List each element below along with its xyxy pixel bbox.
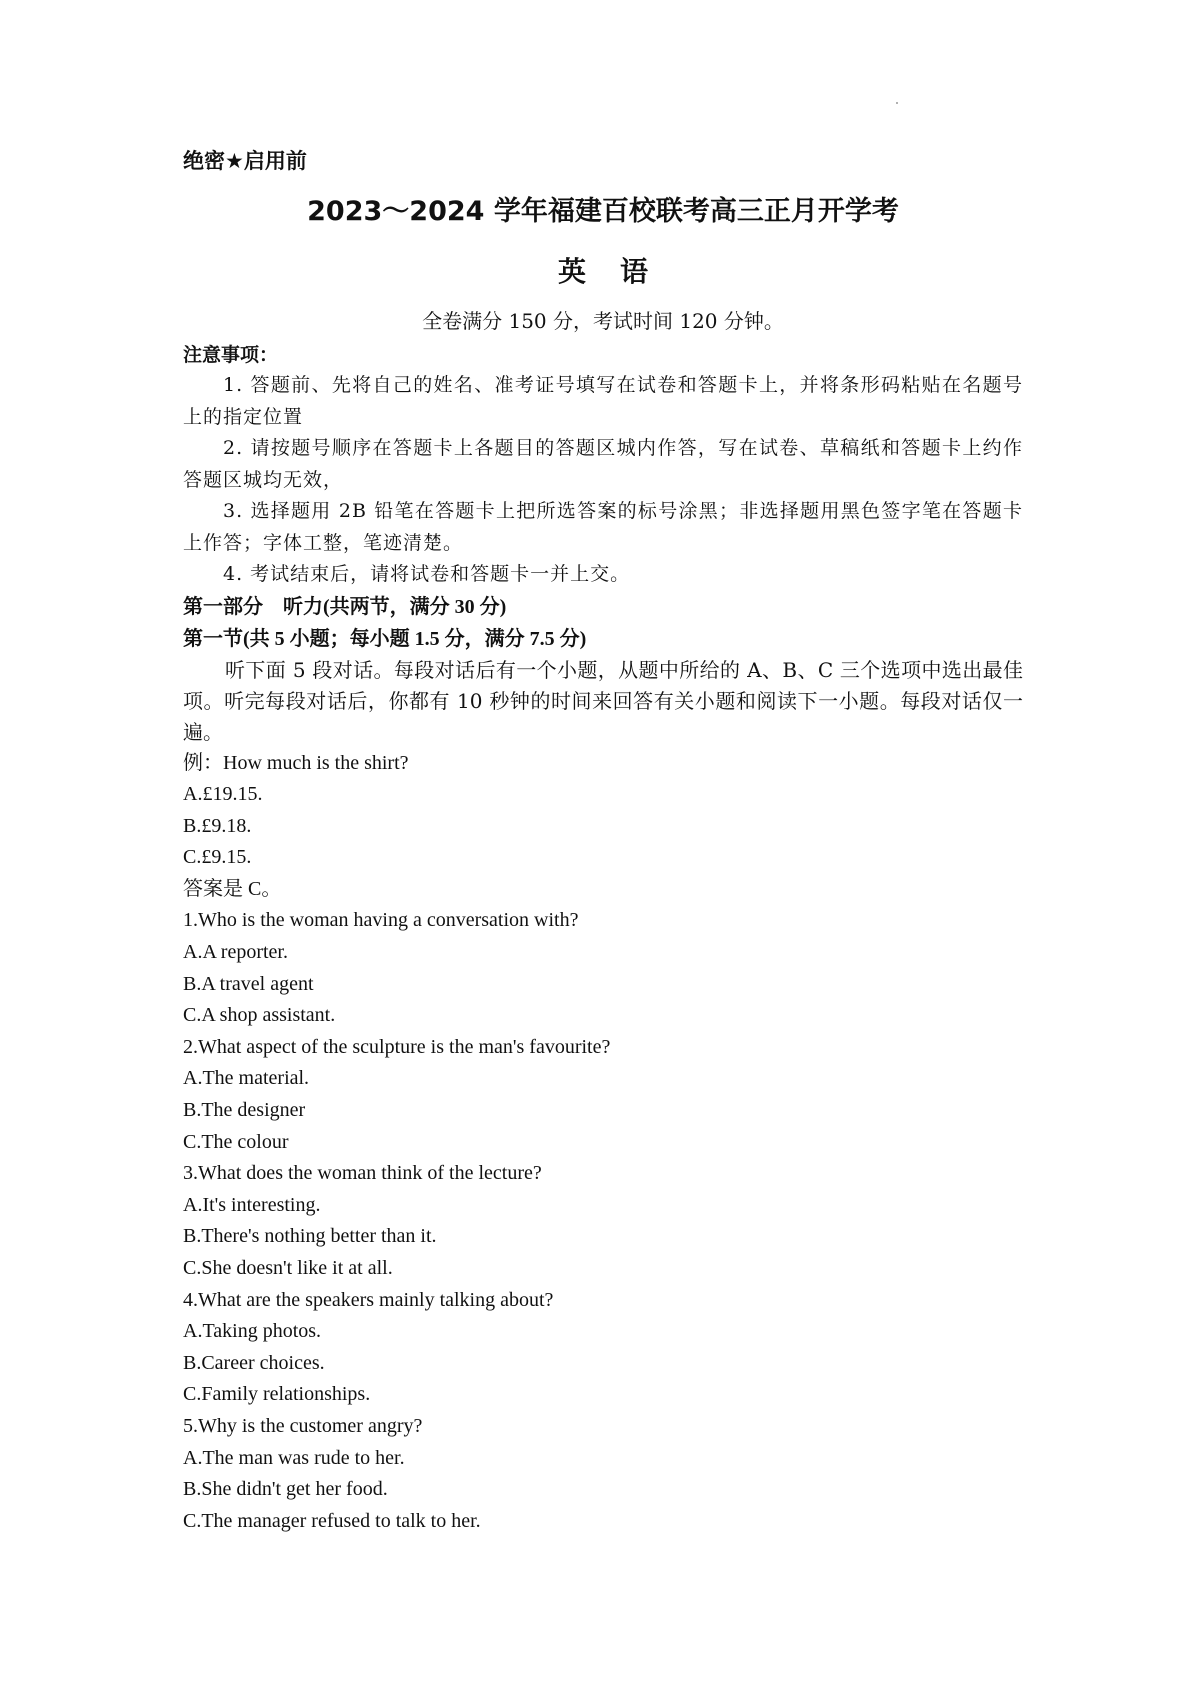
example-question: 例：How much is the shirt? <box>183 751 409 774</box>
example-option: A.£19.15. <box>183 783 263 806</box>
answer-option: A.A reporter. <box>183 941 288 964</box>
question-text: 2.What aspect of the sculpture is the man's favourite? <box>183 1035 611 1058</box>
subject-title: 英语 <box>557 255 682 288</box>
question-block <box>183 1411 1023 1537</box>
example-block <box>183 748 1023 906</box>
section-instructions: 听下面 5 段对话。每段对话后有一个小题，从题中所给的 A、B、C 三个选项中选出最佳项。听完每段对话后，你都有 10 秒钟的时间来回答有关小题和阅读下一小题。每段对话仅一遍。 <box>183 657 1023 744</box>
answer-option: C.She doesn't like it at all. <box>183 1257 393 1279</box>
section-heading: 第一节(共 5 小题；每小题 1.5 分，满分 7.5 分) <box>183 627 587 650</box>
notice-heading: 注意事项： <box>183 344 279 366</box>
question-block <box>183 905 1023 1031</box>
answer-option: C.The manager refused to talk to her. <box>183 1509 481 1532</box>
part-heading: 第一部分 听力(共两节，满分 30 分) <box>183 595 507 618</box>
question-text: 5.Why is the customer angry? <box>183 1414 423 1437</box>
question-text: 4.What are the speakers mainly talking about? <box>183 1288 554 1311</box>
example-option: B.£9.18. <box>183 814 252 837</box>
question-text: 3.What does the woman think of the lecture? <box>183 1162 542 1185</box>
answer-option: C.Family relationships. <box>183 1383 371 1406</box>
example-answer: 答案是 C。 <box>183 877 282 900</box>
answer-option: A.It's interesting. <box>183 1193 321 1216</box>
answer-option: B.There's nothing better than it. <box>183 1225 437 1248</box>
question-block <box>183 1158 1023 1284</box>
question-block <box>183 1285 1023 1411</box>
answer-option: B.She didn't get her food. <box>183 1478 388 1501</box>
answer-option: B.A travel agent <box>183 972 314 995</box>
notice-section <box>183 340 1023 591</box>
exam-meta: 全卷满分 150 分，考试时间 120 分钟。 <box>422 309 784 333</box>
question-block <box>183 1032 1023 1158</box>
answer-option: C.A shop assistant. <box>183 1004 336 1027</box>
answer-option: A.The man was rude to her. <box>183 1446 405 1469</box>
answer-option: A.The material. <box>183 1067 310 1090</box>
notice-item: 4. 考试结束后，请将试卷和答题卡一并上交。 <box>223 563 631 585</box>
scan-speck <box>896 102 898 104</box>
example-option: C.£9.15. <box>183 846 252 869</box>
listening-part <box>183 591 1023 1538</box>
question-text: 1.Who is the woman having a conversation with? <box>183 909 579 932</box>
answer-option: A.Taking photos. <box>183 1320 322 1343</box>
notice-item: 2. 请按题号顺序在答题卡上各题目的答题区城内作答，写在试卷、草稿纸和答题卡上约作答题区城均无效， <box>183 437 1023 491</box>
answer-option: B.Career choices. <box>183 1351 325 1374</box>
confidential-mark: 绝密★启用前 <box>183 149 307 173</box>
answer-option: C.The colour <box>183 1130 289 1153</box>
notice-item: 3. 选择题用 2B 铅笔在答题卡上把所选答案的标号涂黑；非选择题用黑色签字笔在答题卡上作答；字体工整，笔迹清楚。 <box>183 500 1023 554</box>
notice-item: 1. 答题前、先将自己的姓名、准考证号填写在试卷和答题卡上，并将条形码粘贴在名题号上的指定位置 <box>183 374 1023 428</box>
answer-option: B.The designer <box>183 1099 306 1122</box>
exam-title: 2023～2024 学年福建百校联考高三正月开学考 <box>307 196 899 227</box>
exam-page <box>183 146 1023 1537</box>
